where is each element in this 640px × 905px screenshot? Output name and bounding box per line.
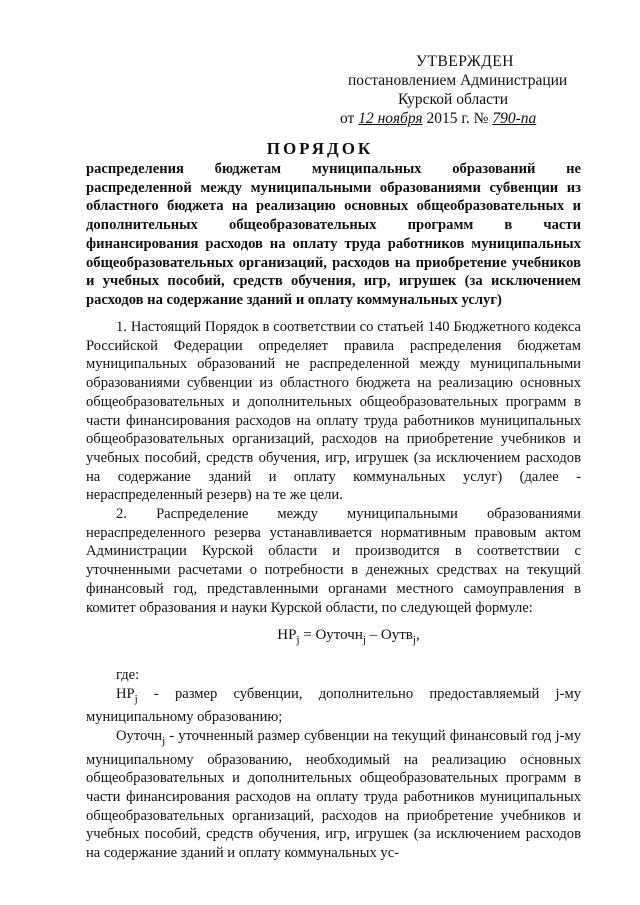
formula-lhs-index: j: [296, 634, 300, 647]
document-subtitle: распределения бюджетам муниципальных образований не распределенной между муниципальными образованиями субвенции из областного бюджета на реализацию основных общеобразовательных и дополнительных общеобразовательных программ в части финансирования расходов на оплату труда работников муниципальных общеобразовательных организаций, расходов на приобретение учебников и учебных пособий, средств обучения, игр, игрушек (за исключением расходов на содержание зданий и оплату коммунальных услуг): [86, 161, 581, 308]
definition-1-term: НР: [116, 685, 135, 702]
definition-2-text: - уточненный размер субвенции на текущий финансовый год j-му муниципальному образованию, необходимый на реализацию основных общеобразовательных и дополнительных общеобразовательных программ в части финансирования расходов на оплату труда работников муниципальных общеобразовательных организаций, расходов на приобретение учебников и учебных пособий, средств обучения, игр, игрушек (за исключением расходов на содержание зданий и оплату коммунальных ус-: [86, 727, 581, 862]
definition-1: [86, 685, 581, 727]
paragraph-1: 1. Настоящий Порядок в соответствии со статьей 140 Бюджетного кодекса Российской Федерации определяет правила распределения бюджетам муниципальных образований не распределенной между муниципальными образованиями субвенции из областного бюджета на реализацию основных общеобразовательных и дополнительных общеобразовательных программ в части финансирования расходов на оплату труда работников муниципальных общеобразовательных организаций, расходов на приобретение учебников и учебных пособий, средств обучения, игр, игрушек (за исключением расходов на содержание зданий и оплату коммунальных услуг) (далее - нераспределенный резерв) на те же цели.: [86, 319, 581, 504]
formula: [86, 626, 581, 650]
formula-mid-index: j: [362, 634, 366, 647]
document-body: [86, 318, 581, 863]
date-prefix: от: [340, 110, 355, 127]
formula-lhs: НР: [277, 627, 297, 644]
paragraph-2: 2. Распределение между муниципальными образованиями нераспределенного резерва устанавливается нормативным правовым актом Администрации Курской области и производится в соответствии с уточненными расчетами о потребности в денежных средствах на текущий финансовый год, представленными органами местного самоуправления в комитет образования и науки Курской области, по следующей формуле:: [86, 506, 581, 616]
document-number: 790-па: [492, 110, 537, 127]
approval-line-resolution: постановлением Администрации: [348, 72, 568, 89]
formula-minus: – Оутв: [365, 627, 413, 644]
definition-1-index: j: [134, 692, 138, 705]
document-title: ПОРЯДОК: [266, 139, 374, 158]
where-label: где:: [116, 666, 140, 683]
formula-rhs-index: j: [412, 634, 416, 647]
date-day: 12 ноября: [358, 110, 423, 127]
approval-stamp: [330, 52, 590, 128]
definition-2: [86, 727, 581, 863]
definition-2-index: j: [162, 734, 166, 747]
approval-heading: УТВЕРЖДЕН: [416, 53, 514, 70]
formula-tail: ,: [415, 627, 420, 644]
definition-2-term: Оуточн: [116, 727, 163, 744]
date-year: 2015 г. №: [426, 110, 489, 127]
definition-1-text: - размер субвенции, дополнительно предоставляемый j-му муниципальному образованию;: [86, 685, 581, 726]
approval-date: [330, 109, 590, 128]
formula-eq: = Оуточн: [299, 627, 363, 644]
approval-line-region: Курской области: [398, 91, 509, 108]
